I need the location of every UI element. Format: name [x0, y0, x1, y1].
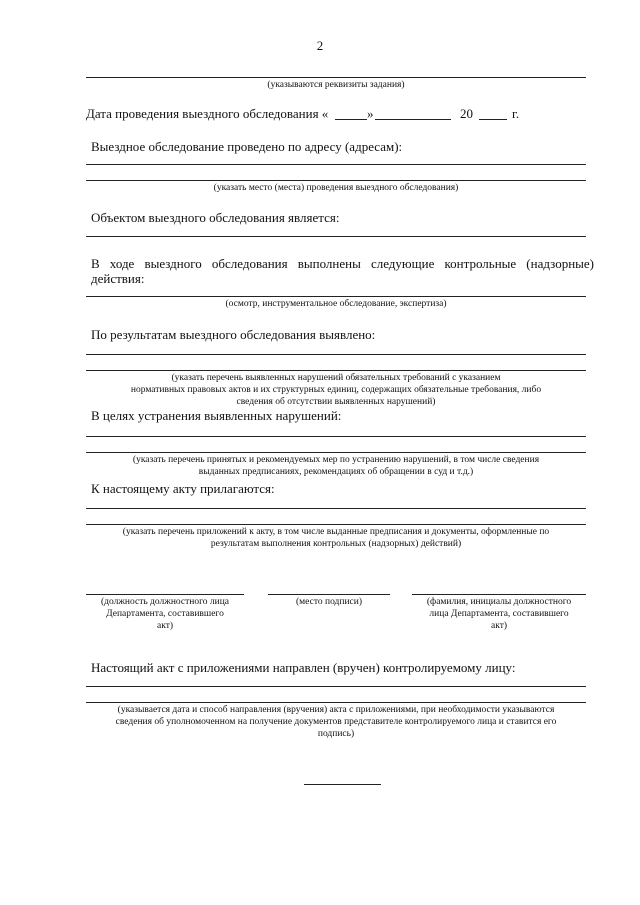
hint-attachments-line: (указать перечень приложений к акту, в том числе выданные предписания и документы, оформленные по	[122, 527, 550, 537]
signature-name-hint-line: (фамилия, инициалы должностного	[426, 597, 572, 607]
date-year-suffix: г.	[512, 106, 520, 121]
signature-position-hint	[86, 596, 244, 632]
results-line-2[interactable]	[86, 370, 586, 371]
attachments-line-2[interactable]	[86, 524, 586, 525]
object-label: Объектом выездного обследования является:	[91, 210, 340, 225]
hint-results	[86, 372, 586, 408]
date-month-field[interactable]	[375, 119, 451, 120]
hint-results-line: сведения об отсутствии выявленных нарушений)	[236, 397, 436, 407]
hint-results-line: (указать перечень выявленных нарушений обязательных требований с указанием	[171, 373, 501, 383]
hint-sent-line: сведения об уполномоченном на получение документов представителе контролируемого лица и ставится его	[115, 717, 557, 727]
object-line[interactable]	[86, 236, 586, 237]
address-label: Выездное обследование проведено по адресу (адресам):	[91, 139, 403, 154]
actions-line[interactable]	[86, 296, 586, 297]
date-close-quote: »	[367, 106, 374, 121]
requisites-line	[86, 77, 586, 78]
signature-position-line[interactable]	[86, 594, 244, 595]
signature-name-line[interactable]	[412, 594, 586, 595]
sent-line-2[interactable]	[86, 702, 586, 703]
hint-sent-line: (указывается дата и способ направления (вручения) акта с приложениями, при необходимости указываются	[117, 705, 555, 715]
attachments-label: К настоящему акту прилагаются:	[91, 481, 275, 496]
actions-label-line1: В ходе выездного обследования выполнены следующие контрольные (надзорные)	[91, 256, 594, 271]
signature-position-hint-line: Департамента, составившего	[106, 609, 224, 619]
hint-requisites: (указываются реквизиты задания)	[267, 80, 405, 90]
signature-position-hint-line: (должность должностного лица	[100, 597, 230, 607]
attachments-line-1[interactable]	[86, 508, 586, 509]
results-line-1[interactable]	[86, 354, 586, 355]
results-label: По результатам выездного обследования выявлено:	[91, 327, 376, 342]
sent-line-1[interactable]	[86, 686, 586, 687]
signature-position-hint-line: акт)	[156, 621, 174, 631]
signature-name-hint-line: лица Департамента, составившего	[429, 609, 569, 619]
sent-label: Настоящий акт с приложениями направлен (вручен) контролируемому лицу:	[91, 660, 516, 675]
hint-elimination-line: выданных предписаниях, рекомендациях об обращении в суд и т.д.)	[198, 467, 474, 477]
signature-name-hint-line: акт)	[490, 621, 508, 631]
elimination-line-1[interactable]	[86, 436, 586, 437]
signature-place-line[interactable]	[268, 594, 390, 595]
address-line-2[interactable]	[86, 180, 586, 181]
hint-elimination	[86, 454, 586, 478]
date-label: Дата проведения выездного обследования «	[86, 106, 329, 121]
page-number: 2	[316, 38, 324, 53]
hint-attachments-line: результатам выполнения контрольных (надзорных) действий)	[210, 539, 462, 549]
hint-actions: (осмотр, инструментальное обследование, экспертиза)	[225, 299, 447, 309]
hint-sent-line: подпись)	[317, 729, 355, 739]
closing-separator	[304, 784, 381, 785]
date-year-prefix: 20	[460, 106, 473, 121]
date-year-field[interactable]	[479, 119, 507, 120]
actions-label-line2: действия:	[91, 271, 145, 286]
elimination-label: В целях устранения выявленных нарушений:	[91, 408, 342, 423]
hint-address: (указать место (места) проведения выездного обследования)	[213, 183, 459, 193]
hint-sent	[86, 704, 586, 740]
elimination-line-2[interactable]	[86, 452, 586, 453]
hint-attachments	[86, 526, 586, 550]
signature-name-hint	[412, 596, 586, 632]
hint-results-line: нормативных правовых актов и их структурных единиц, содержащих обязательные требования, либо	[130, 385, 542, 395]
date-day-field[interactable]	[335, 119, 367, 120]
address-line-1[interactable]	[86, 164, 586, 165]
hint-elimination-line: (указать перечень принятых и рекомендуемых мер по устранению нарушений, в том числе сведения	[132, 455, 540, 465]
signature-place-hint: (место подписи)	[295, 597, 363, 607]
